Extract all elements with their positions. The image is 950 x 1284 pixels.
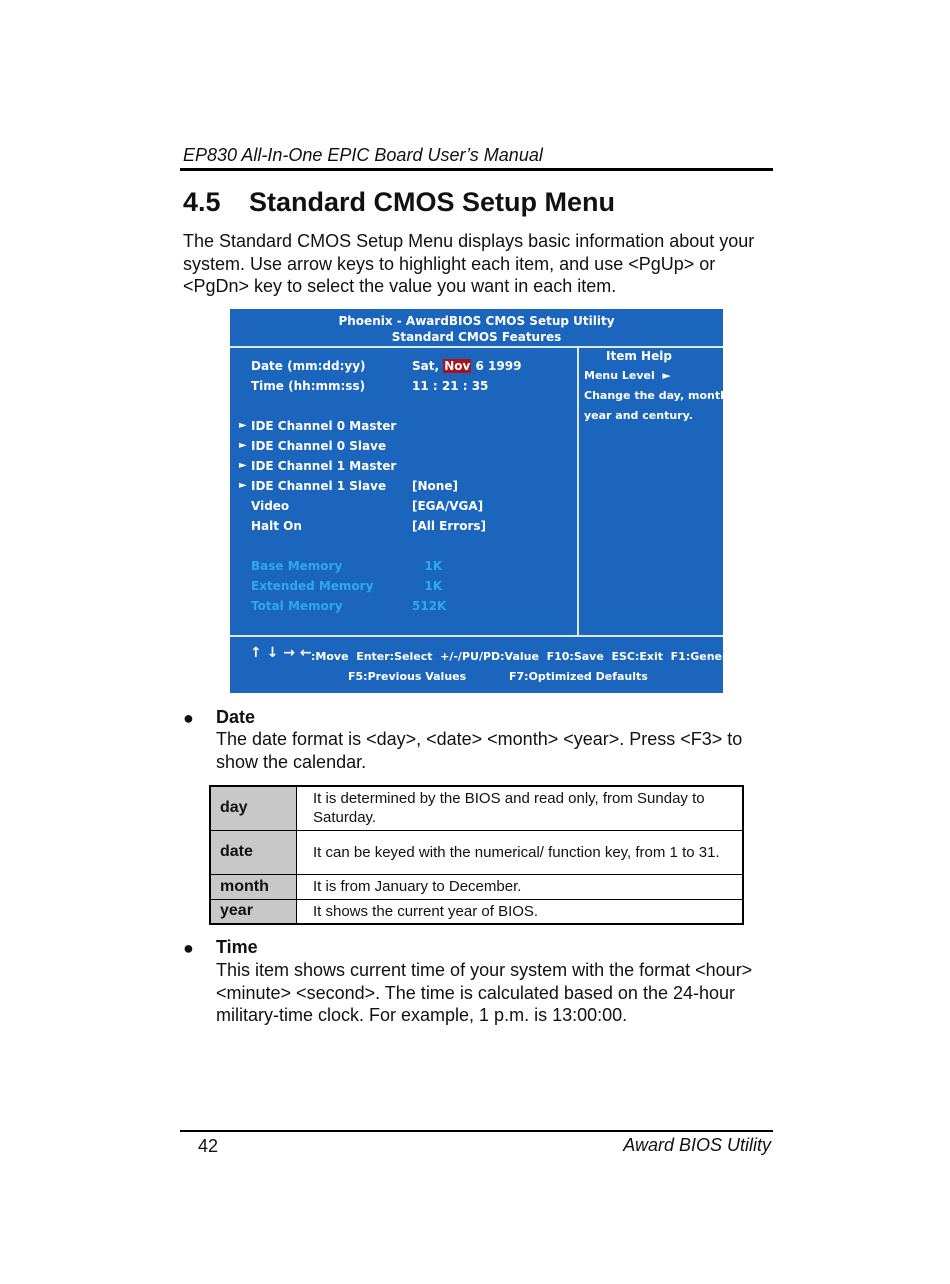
bios-nav-arrows-icon: ↑ ↓ → ← <box>250 645 312 661</box>
date-item-text: The date format is <day>, <date> <month> <year>. Press <F3> to show the calendar. <box>216 729 743 772</box>
bios-row-value: [None] <box>412 479 458 493</box>
bios-row-label: Total Memory <box>251 599 343 613</box>
bullet-icon: ● <box>183 708 194 728</box>
table-row <box>210 874 743 899</box>
header-rule <box>180 168 773 171</box>
bios-row-label: IDE Channel 0 Master <box>251 419 397 433</box>
bios-row-ide1-master[interactable] <box>230 459 577 475</box>
section-number: 4.5 <box>183 187 221 217</box>
bios-rule-top <box>230 346 723 348</box>
bios-row-ide1-slave[interactable] <box>230 479 577 495</box>
table-desc: It can be keyed with the numerical/ function key, from 1 to 31. <box>297 830 744 874</box>
section-title-text: Standard CMOS Setup Menu <box>249 187 616 217</box>
bios-footer-previous-values: F5:Previous Values <box>348 670 467 683</box>
bios-footer-optimized-defaults: F7:Optimized Defaults <box>509 670 648 683</box>
date-item-title: Date <box>216 707 256 727</box>
page-number: 42 <box>198 1136 219 1156</box>
bios-row-label: IDE Channel 0 Slave <box>251 439 387 453</box>
table-key: day <box>210 786 297 830</box>
bios-subtitle: Standard CMOS Features <box>391 330 562 344</box>
submenu-arrow-icon: ► <box>239 480 247 491</box>
bios-row-label: Halt On <box>251 519 302 533</box>
bios-row-value: Sat, Nov 6 1999 <box>412 359 522 373</box>
bios-screenshot <box>230 309 771 693</box>
bios-row-time[interactable] <box>230 379 577 395</box>
bios-row-label: IDE Channel 1 Slave <box>251 479 387 493</box>
bios-row-value: 1K <box>412 579 443 593</box>
bios-row-value: [EGA/VGA] <box>412 499 484 513</box>
footer-rule <box>180 1130 773 1132</box>
table-desc: It is from January to December. <box>297 874 744 899</box>
bios-row-label: Extended Memory <box>251 579 374 593</box>
bios-row-extended-memory <box>230 579 577 595</box>
table-key: month <box>210 874 297 899</box>
bios-row-value: 11 : 21 : 35 <box>412 379 489 393</box>
bios-row-ide0-master[interactable] <box>230 419 577 435</box>
bios-row-halt-on[interactable] <box>230 519 577 535</box>
table-row <box>210 786 743 830</box>
bios-row-value: 1K <box>412 559 443 573</box>
time-item-text: This item shows current time of your system with the format <hour> <minute> <second>. The time is calculated based on the 24-hour military-time clock. For example, 1 p.m. is 13:00:00. <box>216 960 753 1025</box>
time-item-title: Time <box>216 937 258 957</box>
bios-row-label: IDE Channel 1 Master <box>251 459 397 473</box>
bios-help-menu-level: Menu Level ► <box>584 369 671 382</box>
bios-help-title: Item Help <box>606 349 672 363</box>
bios-row-total-memory <box>230 599 577 615</box>
bios-row-value: [All Errors] <box>412 519 486 533</box>
section-intro: The Standard CMOS Setup Menu displays basic information about your system. Use arrow keys to highlight each item, and use <PgUp> or <PgDn> key to select the value you want in each item. <box>183 231 755 296</box>
submenu-arrow-icon: ► <box>239 440 247 451</box>
bios-title: Phoenix - AwardBIOS CMOS Setup Utility <box>338 314 615 328</box>
chapter-title: Award BIOS Utility <box>623 1135 771 1155</box>
table-key: year <box>210 899 297 924</box>
bios-row-label: Base Memory <box>251 559 343 573</box>
section-title <box>183 187 615 218</box>
table-desc: It shows the current year of BIOS. <box>297 899 744 924</box>
bios-selected-value[interactable]: Nov <box>444 359 471 373</box>
bios-help-line: Change the day, month, <box>584 389 733 402</box>
bios-row-value: 512K <box>412 599 447 613</box>
bios-footer-keys: :Move Enter:Select +/-/PU/PD:Value F10:Save ESC:Exit F1:General Help <box>311 650 771 663</box>
bios-rule-bottom <box>230 635 723 637</box>
bios-row-label: Video <box>251 499 290 513</box>
bullet-icon: ● <box>183 938 194 958</box>
bios-row-base-memory <box>230 559 577 575</box>
bios-row-ide0-slave[interactable] <box>230 439 577 455</box>
submenu-arrow-icon: ► <box>239 420 247 431</box>
table-row <box>210 830 743 874</box>
table-key: date <box>210 830 297 874</box>
table-desc: It is determined by the BIOS and read only, from Sunday to Saturday. <box>297 786 744 830</box>
table-row <box>210 899 743 924</box>
submenu-arrow-icon: ► <box>239 460 247 471</box>
date-format-table <box>209 785 744 925</box>
bios-help-line: year and century. <box>584 409 693 422</box>
bios-row-label: Time (hh:mm:ss) <box>251 379 366 393</box>
page-header: EP830 All-In-One EPIC Board User’s Manual <box>183 145 543 165</box>
bios-rule-vertical <box>577 346 579 636</box>
bios-row-label: Date (mm:dd:yy) <box>251 359 366 373</box>
bios-row-date[interactable] <box>230 359 577 375</box>
bios-row-video[interactable] <box>230 499 577 515</box>
